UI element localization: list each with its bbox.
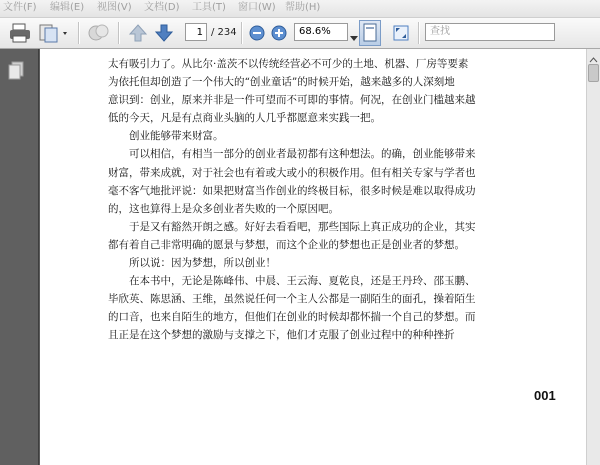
print-button[interactable] (7, 21, 33, 45)
text-line: 在本书中，无论是陈峰伟、中晨、王云海、夏乾良，还是王丹玲、邵玉鹏、 (108, 275, 476, 288)
text-line: 创业能够带来财富。 (108, 130, 224, 143)
scroll-up-button[interactable] (588, 51, 599, 62)
menu-document[interactable]: 文档(D) (144, 2, 180, 13)
previous-page-button[interactable] (128, 22, 148, 44)
toolbar-separator (241, 22, 243, 44)
fit-width-button[interactable] (390, 22, 412, 44)
zoom-in-button[interactable] (271, 25, 287, 41)
minus-icon (249, 25, 265, 41)
text-line: 毕欣英、陈思涵、王维，虽然说任何一个主人公都是一副陌生的面孔，操着陌生 (108, 293, 476, 306)
fit-page-button[interactable] (359, 20, 381, 46)
fit-page-icon (360, 21, 380, 45)
menu-window[interactable]: 窗口(W) (238, 2, 276, 13)
text-line: 所以说：因为梦想，所以创业！ (108, 257, 276, 270)
toolbar-separator (118, 22, 120, 44)
menu-tools[interactable]: 工具(T) (192, 2, 226, 13)
page-total-label: / 234 (211, 27, 237, 38)
menu-edit[interactable]: 编辑(E) (50, 2, 85, 13)
search-input[interactable]: 查找 (425, 23, 555, 41)
page-number: 001 (534, 388, 556, 403)
document-text (108, 55, 578, 345)
text-line: 于是又有豁然开朗之感。好好去看看吧，那些国际上真正成功的企业，其实 (108, 220, 476, 233)
text-line: 意识到：创业，原来并非是一件可望而不可即的事情。何况，在创业门槛越来越 (108, 94, 476, 107)
text-line: 且正是在这个梦想的激励与支撑之下，他们才克服了创业过程中的种种挫折 (108, 329, 455, 342)
menu-view[interactable]: 视图(V) (97, 2, 132, 13)
zoom-out-button[interactable] (249, 25, 265, 41)
zoom-level-select[interactable] (294, 23, 348, 41)
pages-icon (7, 61, 25, 81)
text-line: 的，这也算得上是众多创业者失败的一个原因吧。 (108, 202, 339, 215)
create-icon (37, 21, 71, 45)
arrow-up-icon (128, 22, 148, 44)
zoom-level-value: 68.6% (299, 26, 331, 37)
text-line: 都有着自己非常明确的愿景与梦想，而这个企业的梦想也正是创业者的梦想。 (108, 238, 465, 251)
create-button[interactable] (37, 21, 71, 45)
text-line: 毫不客气地批评说：如果把财富当作创业的终极目标，很多时候是难以取得成功 (108, 184, 476, 197)
navigation-panel (0, 49, 39, 465)
chevron-down-icon (350, 33, 358, 43)
menu-help[interactable]: 帮助(H) (285, 2, 321, 13)
toolbar-separator (418, 22, 420, 44)
zoom-dropdown-button[interactable] (350, 28, 358, 38)
arrow-down-icon (154, 22, 174, 44)
text-line: 可以相信，有相当一部分的创业者最初都有这种想法。的确，创业能够带来 (108, 148, 476, 161)
toolbar (0, 18, 600, 49)
expand-icon (390, 22, 412, 44)
scroll-thumb[interactable] (588, 64, 599, 82)
printer-icon (7, 21, 33, 45)
plus-icon (271, 25, 287, 41)
menu-file[interactable]: 文件(F) (3, 2, 37, 13)
vertical-scrollbar[interactable] (586, 49, 600, 465)
menu-bar (0, 0, 600, 18)
pages-panel-button[interactable] (7, 61, 25, 81)
text-line: 为依托但却创造了一个伟大的“创业童话”的时候开始，越来越多的人深刻地 (108, 76, 455, 89)
text-line: 财富，带来成就，对于社会也有着或大或小的积极作用。但有相关专家与学者也 (108, 166, 476, 179)
share-button[interactable] (86, 21, 112, 45)
next-page-button[interactable] (154, 22, 174, 44)
text-line: 太有吸引力了。从比尔·盖茨不以传统经营必不可少的土地、机器、厂房等要素 (108, 58, 469, 70)
page-number-input[interactable]: 1 (185, 23, 207, 41)
toolbar-separator (78, 22, 80, 44)
text-line: 的口音，也来自陌生的地方，但他们在创业的时候却都怀揣一个自己的梦想。而 (108, 311, 476, 324)
text-line: 低的今天，凡是有点商业头脑的人几乎都愿意来实践一把。 (108, 112, 381, 125)
share-icon (86, 21, 112, 45)
document-page (40, 49, 586, 465)
